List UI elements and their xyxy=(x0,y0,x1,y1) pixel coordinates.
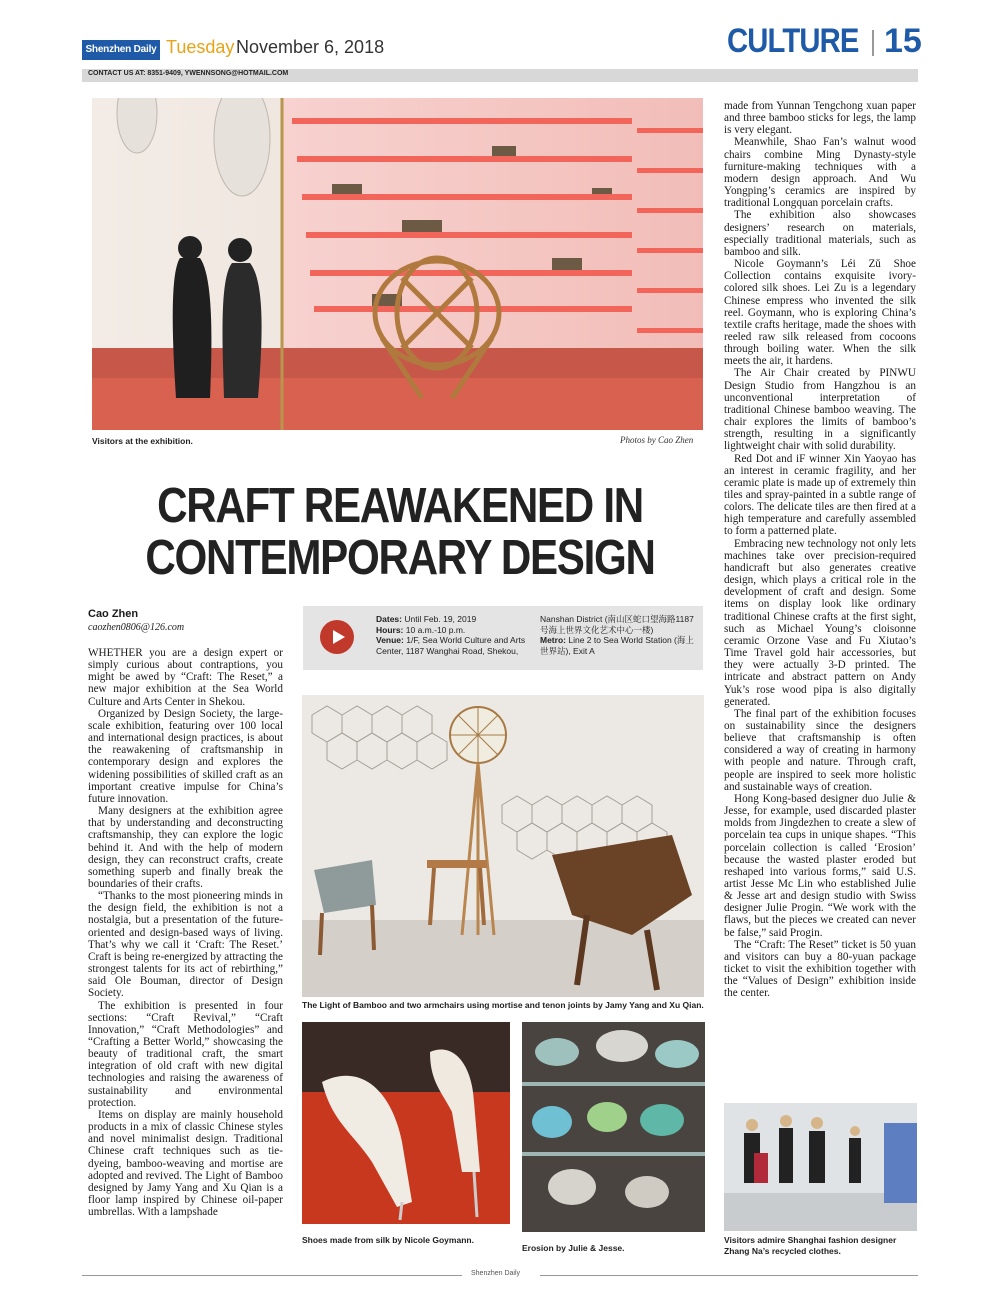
masthead-divider xyxy=(872,30,874,56)
play-icon xyxy=(320,620,354,654)
erosion-cups-photo xyxy=(522,1022,705,1232)
clothes-photo-caption: Visitors admire Shanghai fashion designer Zhang Na’s recycled clothes. xyxy=(724,1235,897,1256)
headline-line-1: CRAFT REAWAKENED IN xyxy=(157,479,643,533)
paragraph: The final part of the exhibition focuses on sustainability since the designers believe that craftsmanship is often considered a way of creating in harmony with people and nature. Through craft, people are inspired to seek more holistic and sustainable ways of creation. xyxy=(724,707,916,793)
contact-info: CONTACT US AT: 8351-9409, YWENNSONG@HOTMAIL.COM xyxy=(88,70,289,77)
dates-label: Dates: xyxy=(376,614,402,624)
paragraph: Organized by Design Society, the large-scale exhibition, featuring over 100 local and international design practices, is about the reawakening of craftsmanship in contemporary design and explores the widening possibilities of skilled craft as an important creative impulse for China’s future innovation. xyxy=(88,707,283,805)
dates-value: Until Feb. 19, 2019 xyxy=(404,614,477,624)
masthead-date: November 6, 2018 xyxy=(236,37,385,57)
info-details-right xyxy=(540,614,700,656)
recycled-clothes-photo xyxy=(724,1103,917,1231)
paragraph: The exhibition is presented in four sections: “Craft Revival,” “Craft Innovation,” “Craft Methodologies” and “Crafting a Better World,” showcasing the beauty of traditional craft, the smart integration of old craft with new digital technologies and raising the awareness of sustainability and environmental protection. xyxy=(88,999,283,1109)
byline-author: Cao Zhen xyxy=(88,608,139,620)
page-number: 15 xyxy=(884,22,922,60)
bamboo-lamp-photo xyxy=(302,695,704,997)
shoes-photo-caption: Shoes made from silk by Nicole Goymann. xyxy=(302,1235,474,1245)
venue-label: Venue: xyxy=(376,635,404,645)
paragraph: Embracing new technology not only lets machines take over precision-required handicraft but also generates creative design, which plays a critical role in the development of craft and design. Some items on display look like ordinary traditional Chinese crafts at the first sight, such as Michael Young’s cloisonne ceramic Orzone Vase and Fu Xiutao’s Time Travel gold hair accessories, but they were actually 3-D printed. The intricate and abstract pattern on Andy Yuk’s rose wood pipa is also digitally generated. xyxy=(724,537,916,708)
paragraph: WHETHER you are a design expert or simply curious about contraptions, you might be awed by “Craft: The Reset,” a new major exhibition at the Sea World Culture and Arts Center in Shekou. xyxy=(88,647,283,708)
hours-value: 10 a.m.-10 p.m. xyxy=(405,624,466,635)
bamboo-photo-caption: The Light of Bamboo and two armchairs using mortise and tenon joints by Jamy Yang and Xu Qian. xyxy=(302,1000,704,1010)
paragraph: made from Yunnan Tengchong xuan paper and three bamboo sticks for legs, the lamp is very elegant. xyxy=(724,100,916,137)
paragraph: Hong Kong-based designer duo Julie & Jesse, for example, used discarded plaster molds from Jingdezhen to create a slew of porcelain tea cups in unique shapes. “This porcelain collection is called ‘Erosion’ because the wasted plaster eroded but reshaped into various forms,” said U.S. artist Jesse Mc Lin who established Julie & Jesse art and design studio with Swiss designer Julie Progin. “We work with the flaws, but the pieces we created can never be false,” said Progin. xyxy=(724,792,916,939)
venue-value: 1/F, Sea World Culture and Arts Center, 1187 Wanghai Road, Shekou, xyxy=(376,635,526,656)
footer-label: Shenzhen Daily xyxy=(466,1270,525,1277)
paragraph: Items on display are mainly household products in a mix of classic Chinese styles and novel minimalist design. Traditional Chinese craft techniques such as tie-dyeing, bamboo-weaving and mortise are adopted and revived. The Light of Bamboo designed by Jamy Yang and Xu Qian is a floor lamp inspired by Chinese oil-paper umbrellas. With a lampshade xyxy=(88,1108,283,1219)
paragraph: Meanwhile, Shao Fan’s walnut wood chairs combine Ming Dynasty-style furniture-making techniques with a modern design approach. And Wu Yongping’s ceramics are inspired by traditional Longquan porcelain crafts. xyxy=(724,136,916,210)
photo-credit: Photos by Cao Zhen xyxy=(620,435,694,445)
paragraph: The Air Chair created by PINWU Design Studio from Hangzhou is an unconventional interpretation of traditional Chinese bamboo weaving. The chair explores the limits of bamboo’s strength, resulting in a significantly lightweight chair with solid durability. xyxy=(724,367,916,453)
hours-label: Hours: xyxy=(376,624,404,635)
headline-line-2: CONTEMPORARY DESIGN xyxy=(145,531,655,585)
newspaper-logo: Shenzhen Daily xyxy=(82,40,160,60)
footer-rule-left xyxy=(82,1275,462,1276)
article-column-1 xyxy=(88,647,283,1259)
venue-continued: Nanshan District (南山区蛇口望海路1187号海上世界文化艺术中心一楼) xyxy=(540,614,694,635)
paragraph: “Thanks to the most pioneering minds in the design field, the exhibition is not a nostalgia, but a presentation of the future-oriented and design-based ways of living. That’s why we call it ‘Craft: The Reset.’ Craft is being re-energized by attracting the strongest talents for its act of rebirthing,” said Ole Bouman, director of Design Society. xyxy=(88,890,283,1000)
paragraph: Many designers at the exhibition agree that by understanding and deconstructing craftsmanship, they can explore the logic behind it. And with the help of modern design, they can reconstruct crafts, create something superb and finally break the boundaries of their crafts. xyxy=(88,805,283,890)
paragraph: Red Dot and iF winner Xin Yaoyao has an interest in ceramic fragility, and her ceramic plate is made up of extremely thin tiles and spray-painted in a subtle range of colors. The delicate tiles are then fired at a high temperature and carefully assembled to form a patterned plate. xyxy=(724,452,916,538)
paragraph: Nicole Goymann’s Léi Zǔ Shoe Collection contains exquisite ivory-colored silk shoes. Lei Zu is a legendary Chinese empress who invented the silk reel. Goymann, who is exploring China’s textile crafts heritage, made the shoes with reeled raw silk released from cocoons through boiling water. When the silk meets the air, it hardens. xyxy=(724,258,916,368)
section-title: CULTURE xyxy=(727,22,859,60)
metro-label: Metro: xyxy=(540,635,566,645)
top-photo-exhibition xyxy=(92,98,703,430)
silk-shoes-photo xyxy=(302,1022,510,1224)
erosion-photo-caption: Erosion by Julie & Jesse. xyxy=(522,1243,625,1253)
article-column-3 xyxy=(724,100,916,1090)
paragraph: The exhibition also showcases designers’ research on materials, especially traditional materials, such as bamboo and silk. xyxy=(724,209,916,258)
paragraph: The “Craft: The Reset” ticket is 50 yuan and visitors can buy a 80-yuan package ticket to visit the exhibition together with the “Values of Design” exhibition inside the center. xyxy=(724,938,916,1000)
byline-email: caozhen0806@126.com xyxy=(88,622,185,633)
masthead-day: Tuesday xyxy=(166,37,235,57)
top-photo-caption: Visitors at the exhibition. xyxy=(92,436,193,446)
article-headline xyxy=(142,480,658,584)
info-details-left xyxy=(376,614,528,656)
footer-rule-right xyxy=(540,1275,918,1276)
metro-value: Line 2 to Sea World Station (海上世界站), Exit A xyxy=(540,635,694,656)
